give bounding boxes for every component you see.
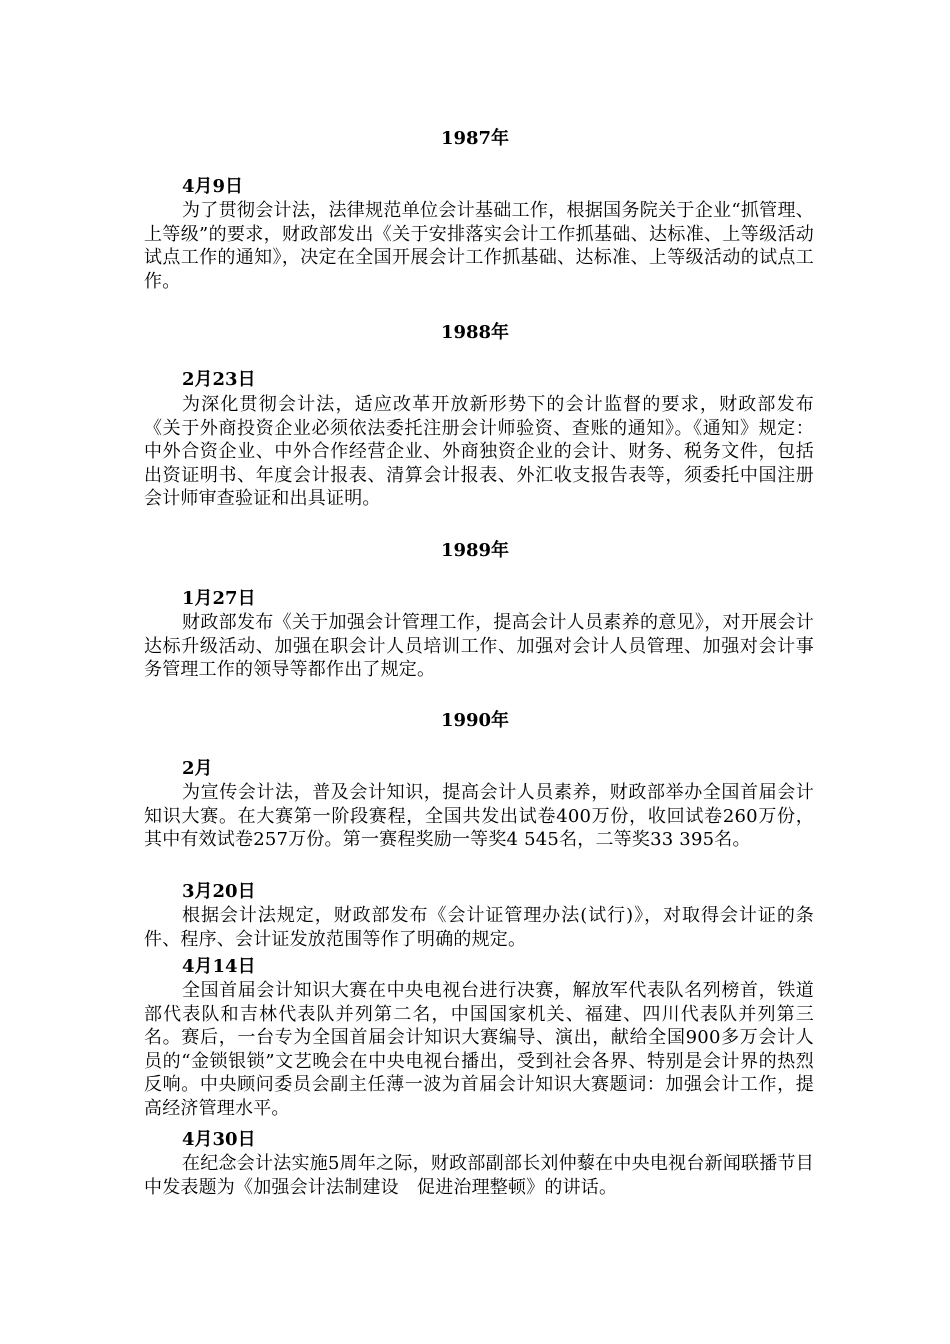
entry-text: 在纪念会计法实施5周年之际，财政部副部长刘仲藜在中央电视台新闻联播节目中发表题为《加强会计法制建设 促进治理整顿》的讲话。 bbox=[144, 1153, 814, 1198]
year-heading-1990: 1990年 bbox=[440, 710, 510, 731]
entry-date: 4月14日 bbox=[182, 956, 256, 977]
entry-date: 2月23日 bbox=[182, 369, 256, 390]
entry-date: 4月9日 bbox=[182, 176, 244, 197]
entry-date: 1月27日 bbox=[182, 588, 256, 609]
entry-date: 3月20日 bbox=[182, 881, 256, 902]
entry-text: 为深化贯彻会计法，适应改革开放新形势下的会计监督的要求，财政部发布《关于外商投资企业必须依法委托注册会计师验资、查账的通知》。《通知》规定：中外合资企业、中外合作经营企业、外商独资企业的会计、财务、税务文件，包括出资证明书、年度会计报表、清算会计报表、外汇收支报告表等，须委托中国注册会计师审查验证和出具证明。 bbox=[144, 394, 814, 510]
entry-text: 全国首届会计知识大赛在中央电视台进行决赛，解放军代表队名列榜首，铁道部代表队和吉林代表队并列第二名，中国国家机关、福建、四川代表队并列第三名。赛后，一台专为全国首届会计知识大赛编导、演出，献给全国900多万会计人员的“金锁银锁”文艺晚会在中央电视台播出，受到社会各界、特别是会计界的热烈反响。中央顾问委员会副主任薄一波为首届会计知识大赛题词：加强会计工作，提高经济管理水平。 bbox=[144, 980, 814, 1119]
entry-text: 财政部发布《关于加强会计管理工作，提高会计人员素养的意见》，对开展会计达标升级活动、加强在职会计人员培训工作、加强对会计人员管理、加强对会计事务管理工作的领导等都作出了规定。 bbox=[144, 612, 814, 681]
year-heading-1988: 1988年 bbox=[440, 322, 510, 343]
entry-text: 为宣传会计法，普及会计知识，提高会计人员素养，财政部举办全国首届会计知识大赛。在大赛第一阶段赛程，全国共发出试卷400万份，收回试卷260万份，其中有效试卷257万份。第一赛程奖励一等奖4 545名，二等奖33 395名。 bbox=[144, 782, 814, 851]
entry-text: 为了贯彻会计法，法律规范单位会计基础工作，根据国务院关于企业“抓管理、上等级”的要求，财政部发出《关于安排落实会计工作抓基础、达标准、上等级活动试点工作的通知》，决定在全国开展会计工作抓基础、达标准、上等级活动的试点工作。 bbox=[144, 200, 814, 292]
entry-date: 4月30日 bbox=[182, 1129, 256, 1150]
entry-text: 根据会计法规定，财政部发布《会计证管理办法(试行)》，对取得会计证的条件、程序、会计证发放范围等作了明确的规定。 bbox=[144, 905, 814, 950]
entry-date: 2月 bbox=[182, 758, 213, 779]
year-heading-1989: 1989年 bbox=[440, 540, 510, 561]
year-heading-1987: 1987年 bbox=[440, 128, 510, 149]
